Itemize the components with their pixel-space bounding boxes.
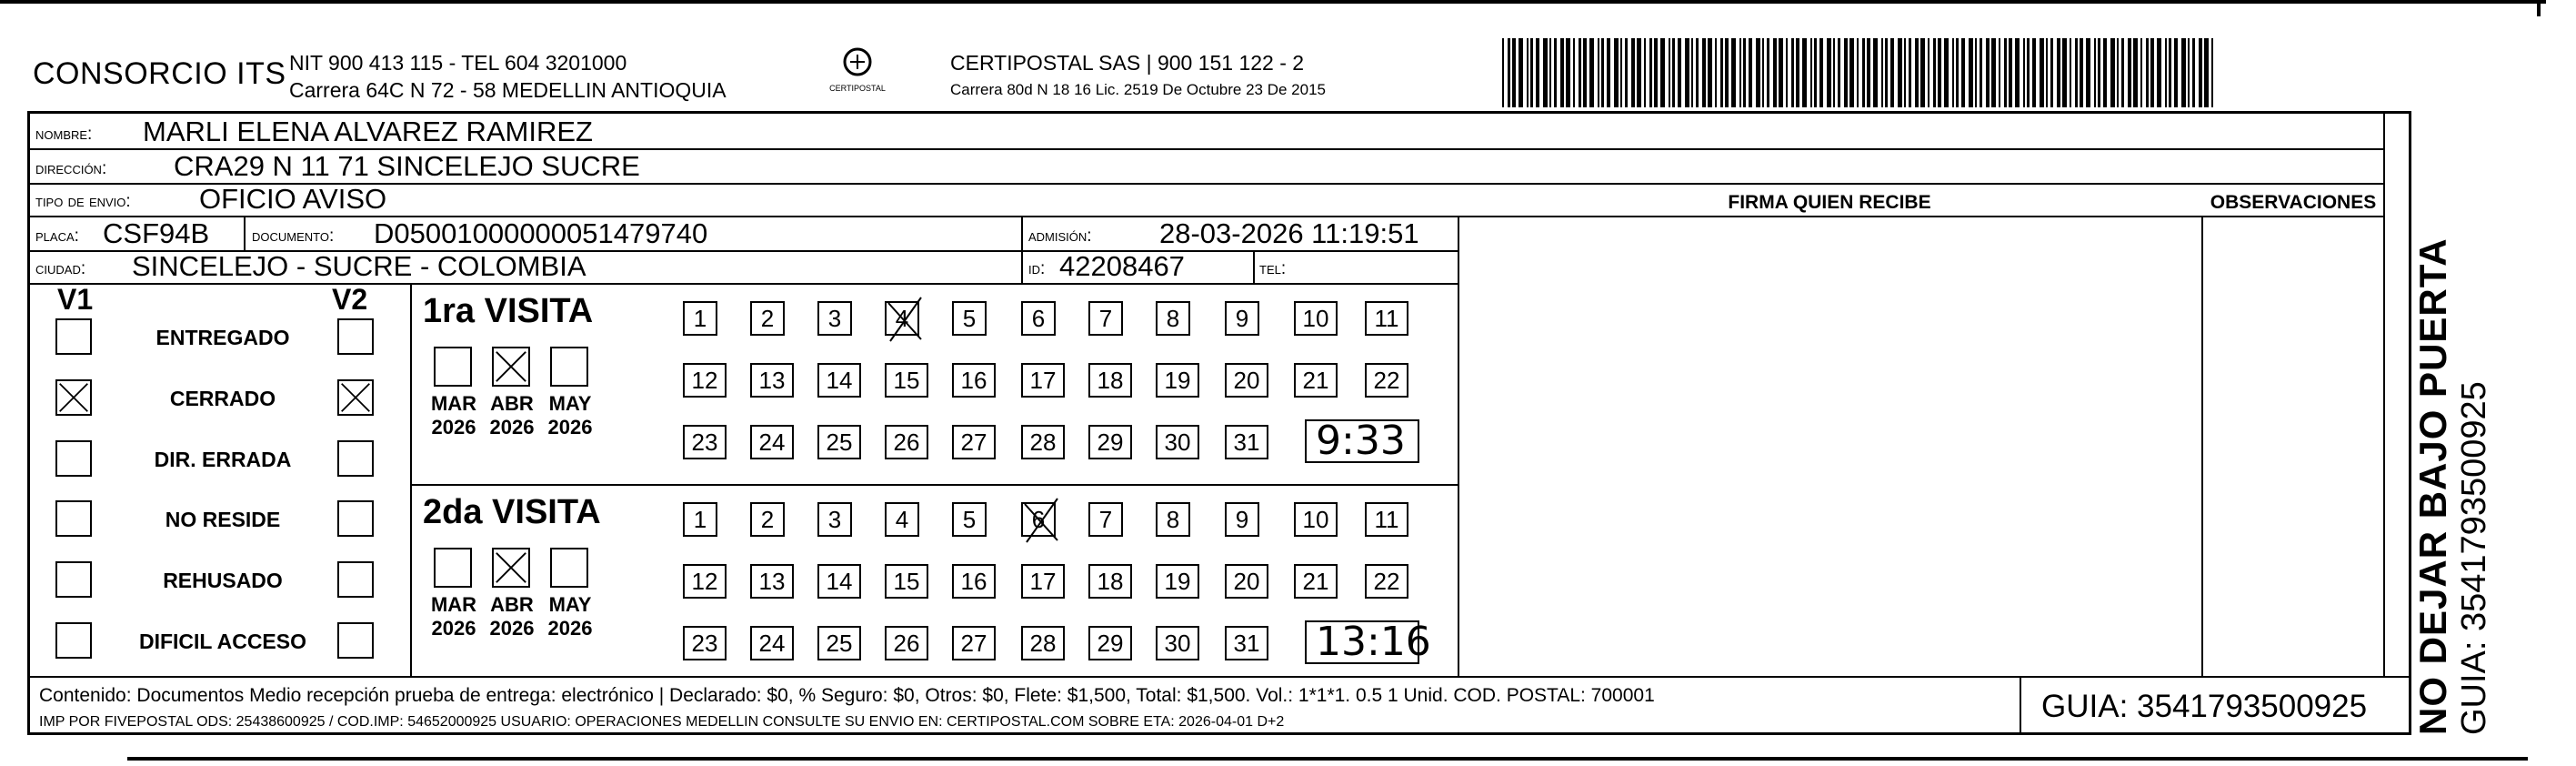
day-box[interactable]: 21	[1294, 363, 1338, 398]
day-box[interactable]: 12	[683, 363, 727, 398]
barcode-bar	[1685, 38, 1689, 107]
barcode-bar	[1986, 38, 1990, 107]
barcode-bar	[2117, 38, 2119, 107]
day-box[interactable]: 18	[1088, 363, 1132, 398]
barcode-bar	[1536, 38, 1539, 107]
rule	[244, 216, 246, 250]
barcode-bar	[1991, 38, 1996, 107]
status-v1-checkbox[interactable]	[55, 440, 92, 477]
barcode-bar	[2080, 38, 2083, 107]
tipo-envio-value: OFICIO AVISO	[199, 183, 387, 215]
day-box[interactable]: 10	[1294, 301, 1338, 336]
barcode-bar	[1898, 38, 1902, 107]
month-checkbox-mar[interactable]	[434, 347, 472, 387]
day-box[interactable]: 14	[817, 564, 861, 599]
day-box[interactable]: 7	[1088, 301, 1123, 336]
barcode-bar	[1589, 38, 1594, 107]
documento-value: D05001000000051479740	[374, 217, 708, 249]
barcode-bar	[2169, 38, 2171, 107]
barcode-bar	[1691, 38, 1693, 107]
day-box[interactable]: 31	[1225, 626, 1268, 660]
day-box[interactable]: 12	[683, 564, 727, 599]
barcode-bar	[2046, 38, 2048, 107]
nit-line: NIT 900 413 115 - TEL 604 3201000	[289, 51, 627, 75]
month-name: ABR	[490, 392, 534, 415]
day-box[interactable]: 2	[750, 502, 785, 537]
barcode-bar	[1508, 38, 1510, 107]
day-box[interactable]: 10	[1294, 502, 1338, 537]
barcode-bar	[1885, 38, 1888, 107]
barcode-bar	[1928, 38, 1929, 107]
barcode-bar	[2157, 38, 2161, 107]
observaciones-header: OBSERVACIONES	[2210, 192, 2377, 213]
month-name: MAY	[548, 392, 592, 415]
v1-header: V1	[57, 283, 94, 316]
status-v2-checkbox[interactable]	[337, 379, 374, 416]
barcode-bar	[1560, 38, 1564, 107]
status-v2-checkbox[interactable]	[337, 318, 374, 355]
barcode-bar	[1644, 38, 1646, 107]
certipostal-name: CERTIPOSTAL SAS | 900 151 122 - 2	[950, 51, 1305, 75]
barcode-bar	[1827, 38, 1831, 107]
barcode-bar	[1956, 38, 1959, 107]
month-year: 2026	[547, 416, 593, 438]
footer-content: Contenido: Documentos Medio recepción prueba de entrega: electrónico | Declarado: $0, % Seguro: $0, Otros: $0, Flete: $1,500, Total: $1,500. Vol.: 1*1*1. 0.5 1 Unid. COD. POSTAL: 700001	[39, 685, 1655, 706]
day-box[interactable]: 18	[1088, 564, 1132, 599]
bottom-border	[127, 757, 2528, 761]
top-border	[0, 0, 2546, 4]
address-line: Carrera 64C N 72 - 58 MEDELLIN ANTIOQUIA	[289, 78, 727, 102]
barcode-bar	[2009, 38, 2012, 107]
barcode-bar	[2128, 38, 2131, 107]
barcode-bar	[1838, 38, 1840, 107]
barcode-bar	[1502, 38, 1504, 107]
company-name: CONSORCIO ITS	[33, 56, 286, 91]
day-box[interactable]: 22	[1365, 564, 1408, 599]
side-guia: GUIA: 3541793500925	[2455, 381, 2493, 735]
rule	[30, 676, 2411, 678]
barcode-bar	[2040, 38, 2044, 107]
barcode-bar	[1549, 38, 1551, 107]
barcode-bar	[2032, 38, 2036, 107]
barcode-bar	[2199, 38, 2202, 107]
footer-guia: GUIA: 3541793500925	[2041, 689, 2368, 724]
day-box[interactable]: 16	[952, 363, 996, 398]
month-year: 2026	[489, 617, 535, 640]
status-label: NO RESIDE	[165, 508, 281, 531]
barcode-bar	[1802, 38, 1807, 107]
barcode-bar	[2174, 38, 2178, 107]
barcode-bar	[2098, 38, 2100, 107]
barcode-bar	[1980, 38, 1982, 107]
barcode-bar	[1849, 38, 1854, 107]
barcode-bar	[1583, 38, 1587, 107]
day-box[interactable]: 30	[1156, 626, 1199, 660]
day-box[interactable]: 17	[1021, 564, 1065, 599]
barcode-bar	[2027, 38, 2030, 107]
barcode-bar	[1857, 38, 1859, 107]
barcode-bar	[1637, 38, 1641, 107]
status-v1-checkbox[interactable]	[55, 379, 92, 416]
tel-label: tel:	[1259, 259, 1287, 278]
month-label	[426, 593, 481, 640]
documento-label: documento:	[252, 227, 335, 246]
barcode-bar	[1660, 38, 1665, 107]
id-value: 42208467	[1059, 250, 1185, 282]
time-box[interactable]	[1305, 619, 1431, 665]
barcode-bar	[1519, 38, 1523, 107]
barcode-bar	[1933, 38, 1936, 107]
barcode-bar	[1749, 38, 1752, 107]
barcode-bar	[1810, 38, 1812, 107]
barcode-bar	[1649, 38, 1652, 107]
barcode-bar	[1819, 38, 1823, 107]
month-label	[426, 392, 481, 439]
barcode-bar	[1873, 38, 1878, 107]
barcode-bar	[1779, 38, 1783, 107]
day-box[interactable]: 24	[750, 425, 794, 459]
status-v1-checkbox[interactable]	[55, 622, 92, 659]
rule	[30, 283, 1458, 285]
barcode-bar	[1598, 38, 1599, 107]
day-box[interactable]: 30	[1156, 425, 1199, 459]
barcode-bar	[2103, 38, 2107, 107]
top-border-tick	[2537, 0, 2541, 16]
check-mark-icon	[883, 294, 928, 345]
barcode-bar	[1890, 38, 1894, 107]
side-warning: NO DEJAR BAJO PUERTA	[2411, 237, 2454, 735]
day-box[interactable]: 28	[1021, 626, 1065, 660]
barcode-bar	[1672, 38, 1675, 107]
barcode-bar	[1791, 38, 1794, 107]
day-box[interactable]: 3	[817, 301, 852, 336]
barcode-bar	[2023, 38, 2025, 107]
barcode-bar	[1975, 38, 1977, 107]
barcode-bar	[1756, 38, 1760, 107]
month-checkbox-may[interactable]	[550, 548, 588, 588]
barcode-bar	[2057, 38, 2060, 107]
barcode-bar	[2133, 38, 2138, 107]
barcode-bar	[2062, 38, 2067, 107]
day-box[interactable]: 26	[885, 626, 928, 660]
barcode-bar	[1920, 38, 1925, 107]
visit-title-2: 2da VISITA	[423, 493, 601, 531]
day-box[interactable]: 23	[683, 626, 727, 660]
barcode-bar	[1915, 38, 1919, 107]
barcode-bar	[2004, 38, 2007, 107]
status-v1-checkbox[interactable]	[55, 561, 92, 598]
barcode-bar	[1762, 38, 1764, 107]
month-year: 2026	[489, 416, 535, 438]
barcode-bar	[1743, 38, 1746, 107]
barcode-bar	[1969, 38, 1973, 107]
barcode-bar	[2181, 38, 2186, 107]
barcode-bar	[1527, 38, 1529, 107]
barcode-bar	[1554, 38, 1557, 107]
barcode-bar	[1844, 38, 1848, 107]
barcode-bar	[1579, 38, 1581, 107]
rule	[2020, 676, 2021, 735]
barcode-bar	[2075, 38, 2078, 107]
barcode-bar	[2015, 38, 2020, 107]
day-box[interactable]: 27	[952, 425, 996, 459]
day-box[interactable]: 11	[1365, 502, 1408, 537]
day-box[interactable]: 14	[817, 363, 861, 398]
admision-label: admisión:	[1028, 227, 1092, 246]
day-box[interactable]: 4	[885, 301, 919, 336]
day-box[interactable]: 20	[1225, 363, 1268, 398]
status-label: DIR. ERRADA	[154, 448, 292, 471]
x-mark-icon	[339, 381, 372, 414]
time-value: 13:16	[1316, 619, 1431, 665]
barcode-bar	[2188, 38, 2190, 107]
barcode-bar	[2094, 38, 2096, 107]
barcode-bar	[2050, 38, 2053, 107]
day-box[interactable]: 22	[1365, 363, 1408, 398]
barcode-bar	[2150, 38, 2154, 107]
day-box[interactable]: 5	[952, 502, 987, 537]
day-box[interactable]: 1	[683, 301, 717, 336]
day-box[interactable]: 8	[1156, 502, 1190, 537]
status-v2-checkbox[interactable]	[337, 500, 374, 537]
barcode-bar	[1909, 38, 1911, 107]
barcode-bar	[1566, 38, 1570, 107]
barcode-bar	[1796, 38, 1799, 107]
status-v2-checkbox[interactable]	[337, 440, 374, 477]
day-box[interactable]: 13	[750, 363, 794, 398]
day-box[interactable]: 23	[683, 425, 727, 459]
firma-header: FIRMA QUIEN RECIBE	[1728, 192, 1931, 213]
month-label	[485, 593, 539, 640]
month-label	[543, 593, 597, 640]
direccion-value: CRA29 N 11 71 SINCELEJO SUCRE	[174, 150, 640, 182]
month-checkbox-mar[interactable]	[434, 548, 472, 588]
logo-text: CERTIPOSTAL	[829, 84, 886, 93]
barcode-bar	[1708, 38, 1712, 107]
day-box[interactable]: 31	[1225, 425, 1268, 459]
rule	[1021, 216, 1023, 283]
barcode-bar	[1573, 38, 1575, 107]
barcode-bar	[1862, 38, 1865, 107]
day-box[interactable]: 29	[1088, 626, 1132, 660]
nombre-label: nombre:	[35, 125, 93, 144]
day-box[interactable]: 11	[1365, 301, 1408, 336]
day-box[interactable]: 4	[885, 502, 919, 537]
month-year: 2026	[431, 617, 476, 640]
barcode-bar	[1702, 38, 1706, 107]
day-box[interactable]: 9	[1225, 301, 1259, 336]
barcode-bar	[1607, 38, 1610, 107]
day-box[interactable]: 7	[1088, 502, 1123, 537]
barcode-bar	[1814, 38, 1817, 107]
month-year: 2026	[547, 617, 593, 640]
barcode-bar	[1601, 38, 1604, 107]
barcode-bar	[1512, 38, 1516, 107]
month-checkbox-may[interactable]	[550, 347, 588, 387]
barcode-bar	[1867, 38, 1870, 107]
month-name: MAR	[430, 392, 477, 415]
status-v2-checkbox[interactable]	[337, 622, 374, 659]
barcode-bar	[1961, 38, 1965, 107]
day-box[interactable]: 29	[1088, 425, 1132, 459]
barcode-bar	[2192, 38, 2195, 107]
barcode-bar	[1999, 38, 2000, 107]
barcode-bar	[1952, 38, 1954, 107]
day-box[interactable]: 19	[1156, 363, 1199, 398]
barcode-bar	[1620, 38, 1622, 107]
rule	[1253, 250, 1255, 283]
rule	[410, 484, 1458, 486]
barcode-bar	[1881, 38, 1883, 107]
status-v1-checkbox[interactable]	[55, 500, 92, 537]
day-box[interactable]: 26	[885, 425, 928, 459]
month-name: MAY	[548, 593, 592, 616]
month-label	[485, 392, 539, 439]
id-label: id:	[1028, 259, 1046, 278]
certipostal-address: Carrera 80d N 18 16 Lic. 2519 De Octubre 23 De 2015	[950, 81, 1326, 98]
day-box[interactable]: 25	[817, 626, 861, 660]
month-checkbox-abr[interactable]	[492, 347, 530, 387]
time-box[interactable]	[1305, 419, 1419, 463]
rule	[2383, 114, 2385, 676]
rule	[410, 283, 412, 676]
ciudad-label: ciudad:	[35, 259, 86, 278]
barcode-bar	[1944, 38, 1949, 107]
v2-header: V2	[332, 283, 368, 316]
barcode-bar	[1543, 38, 1548, 107]
barcode-bar	[1938, 38, 1941, 107]
delivery-form	[27, 111, 2411, 735]
day-box[interactable]: 2	[750, 301, 785, 336]
barcode-bar	[1654, 38, 1658, 107]
month-year: 2026	[431, 416, 476, 438]
status-label: REHUSADO	[163, 569, 283, 592]
month-name: MAR	[430, 593, 477, 616]
barcode-bar	[2211, 38, 2213, 107]
rule	[1458, 216, 1459, 676]
tipo-envio-label: tipo de envio:	[35, 192, 131, 211]
barcode-bar	[1625, 38, 1628, 107]
company-info	[289, 49, 727, 104]
barcode-bar	[2165, 38, 2167, 107]
direccion-label: dirección:	[35, 159, 107, 178]
barcode-bar	[1678, 38, 1681, 107]
barcode-bar	[1715, 38, 1717, 107]
status-label: CERRADO	[169, 387, 276, 410]
day-box[interactable]: 9	[1225, 502, 1259, 537]
status-v1-checkbox[interactable]	[55, 318, 92, 355]
side-text	[2411, 237, 2494, 735]
nombre-value: MARLI ELENA ALVAREZ RAMIREZ	[143, 116, 593, 147]
day-box[interactable]: 19	[1156, 564, 1199, 599]
month-checkbox-abr[interactable]	[492, 548, 530, 588]
barcode-bar	[1614, 38, 1619, 107]
x-mark-icon	[57, 381, 90, 414]
day-box[interactable]: 15	[885, 363, 928, 398]
barcode-bar	[1739, 38, 1741, 107]
month-label	[543, 392, 597, 439]
ciudad-value: SINCELEJO - SUCRE - COLOMBIA	[132, 250, 586, 282]
x-mark-icon	[494, 348, 528, 385]
barcode-bar	[2110, 38, 2115, 107]
barcode-bar	[2140, 38, 2142, 107]
rule	[2201, 216, 2203, 676]
day-box[interactable]: 8	[1156, 301, 1190, 336]
footer-meta: IMP POR FIVEPOSTAL ODS: 25438600925 / COD.IMP: 54652000925 USUARIO: OPERACIONES MEDELLIN CONSULTE SU ENVIO EN: CERTIPOSTAL.COM SOBRE ETA: 2026-04-01 D+2	[39, 714, 1285, 730]
time-value: 9:33	[1316, 418, 1406, 464]
month-name: ABR	[490, 593, 534, 616]
placa-value: CSF94B	[103, 217, 210, 249]
barcode-bar	[1725, 38, 1729, 107]
check-mark-icon	[1019, 495, 1065, 546]
day-box[interactable]: 20	[1225, 564, 1268, 599]
barcode-bar	[1530, 38, 1533, 107]
day-box[interactable]: 17	[1021, 363, 1065, 398]
day-box[interactable]: 1	[683, 502, 717, 537]
day-box[interactable]: 21	[1294, 564, 1338, 599]
barcode-bar	[2204, 38, 2209, 107]
day-box[interactable]: 15	[885, 564, 928, 599]
day-box[interactable]: 16	[952, 564, 996, 599]
status-v2-checkbox[interactable]	[337, 561, 374, 598]
certipostal-info	[950, 49, 1326, 104]
visit-title-1: 1ra VISITA	[423, 292, 594, 330]
admision-value: 28-03-2026 11:19:51	[1159, 217, 1419, 249]
barcode-bar	[2070, 38, 2071, 107]
day-box[interactable]: 6	[1021, 502, 1056, 537]
barcode-bar	[1773, 38, 1777, 107]
day-box[interactable]: 5	[952, 301, 987, 336]
barcode	[1502, 38, 2220, 107]
barcode-bar	[1720, 38, 1723, 107]
day-box[interactable]: 6	[1021, 301, 1056, 336]
barcode-bar	[2121, 38, 2124, 107]
x-mark-icon	[494, 549, 528, 586]
day-box[interactable]: 13	[750, 564, 794, 599]
barcode-bar	[1669, 38, 1670, 107]
barcode-bar	[1731, 38, 1736, 107]
barcode-bar	[1904, 38, 1906, 107]
status-label: ENTREGADO	[155, 326, 290, 349]
barcode-bar	[1833, 38, 1835, 107]
day-box[interactable]: 24	[750, 626, 794, 660]
status-label: DIFICIL ACCESO	[138, 630, 306, 653]
barcode-bar	[1767, 38, 1769, 107]
day-box[interactable]: 3	[817, 502, 852, 537]
placa-label: placa:	[35, 227, 79, 246]
barcode-bar	[1786, 38, 1788, 107]
barcode-bar	[2086, 38, 2090, 107]
barcode-bar	[2146, 38, 2149, 107]
day-box[interactable]: 25	[817, 425, 861, 459]
barcode-bar	[1696, 38, 1699, 107]
barcode-bar	[1631, 38, 1635, 107]
day-box[interactable]: 27	[952, 626, 996, 660]
day-box[interactable]: 28	[1021, 425, 1065, 459]
